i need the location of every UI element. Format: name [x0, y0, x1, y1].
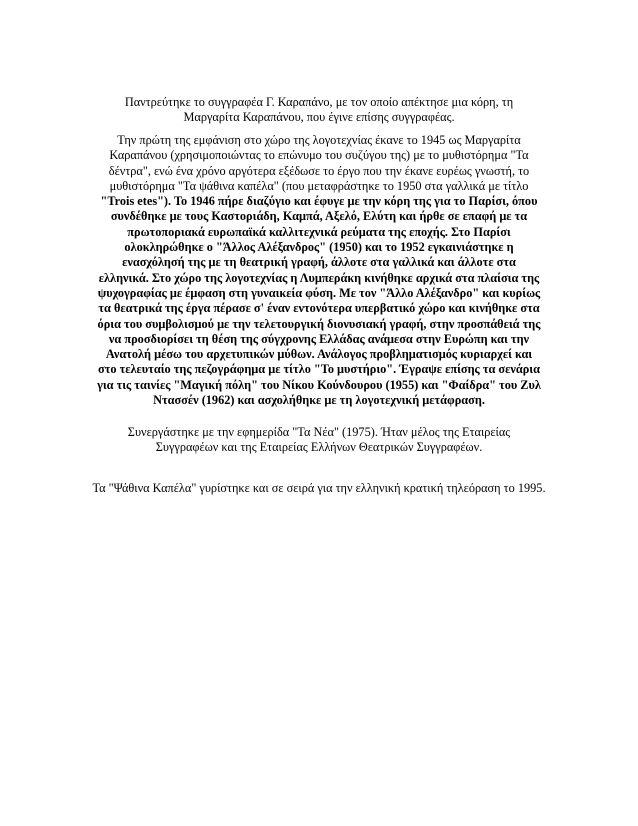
paragraph-career — [96, 133, 542, 408]
paragraph-text: Συνεργάστηκε με την εφημερίδα "Τα Νέα" (1975). Ήταν μέλος της Εταιρείας Συγγραφέων και της Εταιρείας Ελλήνων Θεατρικών Συγγραφέων. — [127, 425, 511, 455]
paragraph-text — [96, 133, 542, 408]
paragraph-bold-text: "Trois etes"). Το 1946 πήρε διαζύγιο και έφυγε με την κόρη της για το Παρίσι, όπου συνδέθηκε με τους Καστοριάδη, Καμπά, Αξελό, Ελύτη και ήρθε σε επαφή με τα πρωτοποριακά ευρωπαϊκά καλλιτεχνικά ρεύματα της εποχής. Στο Παρίσι ολοκληρώθηκε ο "Άλλος Αλέξανδρος" (1950) και το 1952 εγκαινιάστηκε η ενασχόλησή της με τη θεατρική γραφή, άλλοτε στα γαλλικά και άλλοτε στα ελληνικά. Στο χώρο της λογοτεχνίας η Λυμπεράκη κινήθηκε αρχικά στα πλαίσια της ψυχογραφίας με έμφαση στη γυναικεία φύση. Με τον "Άλλο Αλέξανδρο" και κυρίως τα θεατρικά της έργα πέρασε σ' έναν εντονότερα υπερβατικό χώρο και κινήθηκε στα όρια του συμβολισμού με την τελετουργική διονυσιακή γραφή, στην προσπάθειά της να προσδιορίσει τη θέση της σύγχρονης Ελλάδας ανάμεσα στην Ευρώπη και την Ανατολή μέσω του αρχετυπικών μύθων. Ανάλογος προβληματισμός κυριαρχεί και στο τελευταίο της πεζογράφημα με τίτλο "Το μυστήριο". Έγραψε επίσης τα σενάρια για τις ταινίες "Μαγική πόλη" του Νίκου Κούνδουρου (1955) και "Φαίδρα" του Ζυλ Ντασσέν (1962) και ασχολήθηκε με τη λογοτεχνική μετάφραση. — [97, 194, 541, 408]
paragraph-television — [84, 481, 554, 496]
paragraph-marriage — [96, 95, 542, 126]
paragraph-text: Τα "Ψάθινα Καπέλα" γυρίστηκε και σε σειρά για την ελληνική κρατική τηλεόραση το 1995. — [92, 481, 546, 495]
paragraph-regular-text: Την πρώτη της εμφάνιση στο χώρο της λογοτεχνίας έκανε το 1945 ως Μαργαρίτα Καραπάνου (χρησιμοποιώντας το επώνυμο του συζύγου της) με το μυθιστόρημα "Τα δέντρα", ενώ ένα χρόνο αργότερα εξέδωσε το έργο που την έκανε ευρέως γνωστή, το μυθιστόρημα "Τα ψάθινα καπέλα" (που μεταφράστηκε το 1950 στα γαλλικά με τίτλο — [108, 133, 530, 193]
paragraph-collaboration — [96, 425, 542, 456]
paragraph-text: Παντρεύτηκε το συγγραφέα Γ. Καραπάνο, με τον οποίο απέκτησε μια κόρη, τη Μαργαρίτα Καραπάνου, που έγινε επίσης συγγραφέας. — [124, 95, 514, 125]
